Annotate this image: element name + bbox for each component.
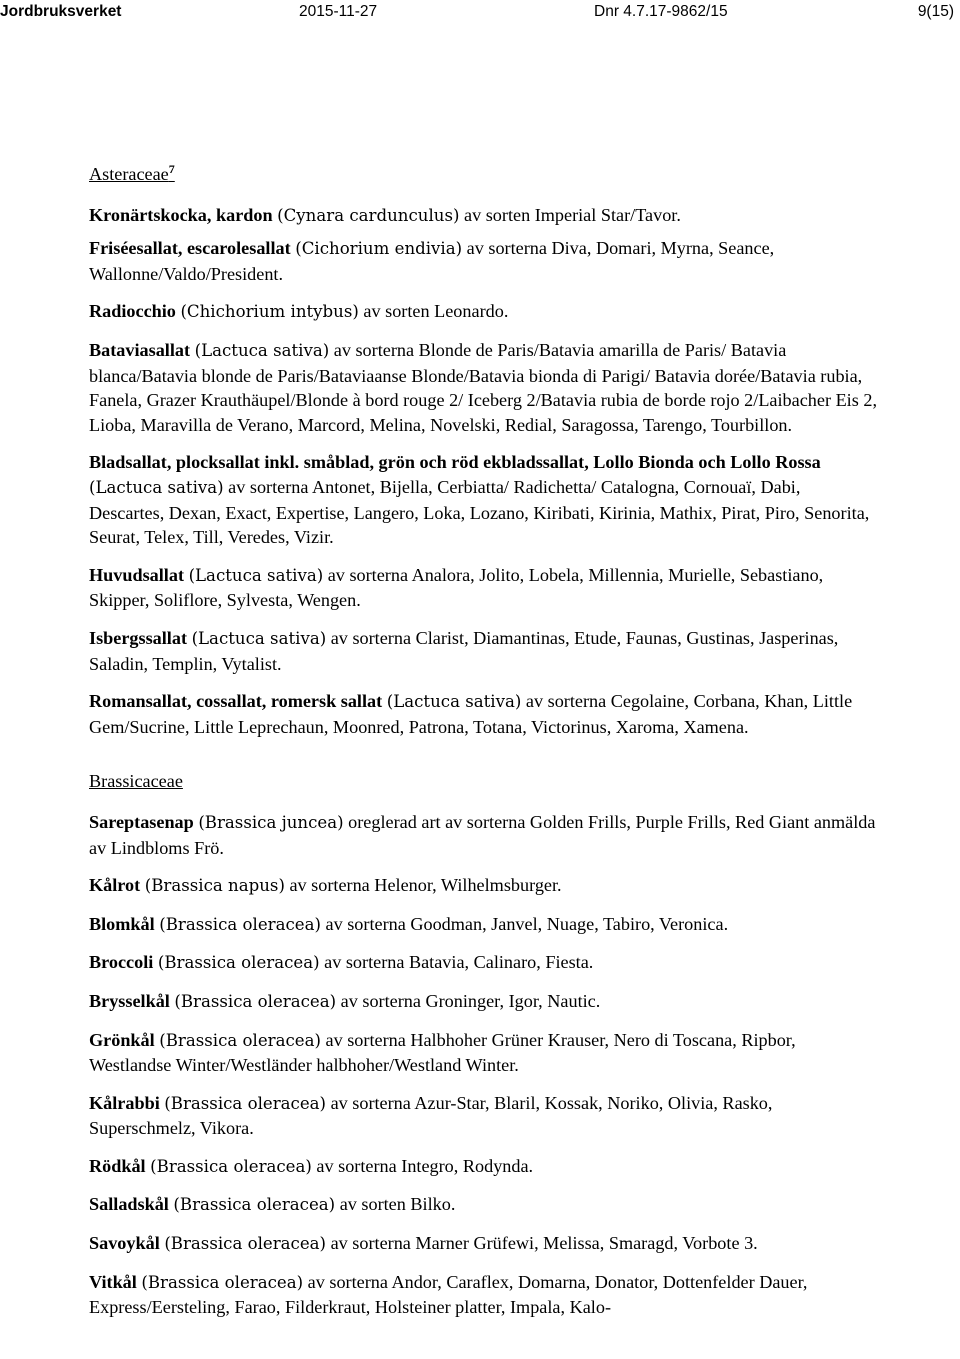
section-heading-brassicaceae — [89, 769, 879, 794]
variety-list: av sorterna Andor, Caraflex, Domarna, Donator, Dottenfelder Dauer, Express/Eersteling, Farao, Filderkraut, Holsteiner platter, Impala, Kalo- — [89, 1271, 808, 1318]
plant-name: Huvudsallat — [89, 564, 185, 585]
plant-entry — [89, 1028, 879, 1078]
plant-name: Grönkål — [89, 1029, 155, 1050]
latin-name: (Chichorium intybus) — [180, 302, 359, 322]
latin-name: (Brassica oleracea) — [150, 1156, 312, 1176]
footnote-marker: 7 — [168, 162, 175, 176]
latin-name: (Lactuca sativa) — [188, 565, 324, 585]
plant-name: Radiocchio — [89, 301, 176, 322]
variety-list: av sorterna Antonet, Bijella, Cerbiatta/ Radichetta/ Catalogna, Cornouaï, Dabi, Descartes, Dexan, Exact, Expertise, Langero, Loka, Lozano, Kiribati, Kirinia, Mathix, Pirat, Piro, Senorita, Seurat, Telex, Till, Veredes, Vizir. — [89, 477, 870, 548]
section-heading-asteraceae — [89, 157, 879, 187]
latin-name: (Brassica juncea) — [198, 812, 344, 832]
header-date: 2015-11-27 — [299, 3, 378, 20]
plant-name: Bladsallat, plocksallat inkl. småblad, grön och röd ekbladssallat, Lollo Bionda och Lollo Rossa — [89, 452, 821, 473]
plant-entry — [89, 1192, 879, 1218]
variety-list: av sorterna Marner Grüfewi, Melissa, Smaragd, Vorbote 3. — [330, 1233, 758, 1254]
variety-list: av sorten Bilko. — [339, 1194, 456, 1215]
variety-list: av sorterna Azur-Star, Blaril, Kossak, Noriko, Olivia, Rasko, Superschmelz, Vikora. — [89, 1092, 773, 1139]
variety-list: av sorterna Diva, Domari, Myrna, Seance, Wallonne/Valdo/President. — [89, 238, 775, 284]
plant-name: Blomkål — [89, 913, 155, 934]
header-reference-number: Dnr 4.7.17-9862/15 — [594, 3, 728, 20]
variety-list: av sorterna Halbhoher Grüner Krauser, Nero di Toscana, Ripbor, Westlandse Winter/Westländer halbhoher/Westland Winter. — [89, 1029, 796, 1076]
plant-entry — [89, 236, 879, 286]
plant-entry — [89, 1270, 879, 1320]
plant-name: Salladskål — [89, 1194, 169, 1215]
page-header — [0, 0, 960, 26]
plant-name: Sareptasenap — [89, 811, 194, 832]
variety-list: av sorterna Goodman, Janvel, Nuage, Tabiro, Veronica. — [325, 913, 729, 934]
variety-list: av sorten Imperial Star/Tavor. — [464, 204, 681, 225]
plant-entry — [89, 626, 879, 676]
plant-entry — [89, 912, 879, 938]
plant-entry — [89, 203, 879, 229]
plant-name: Friséesallat, escarolesallat — [89, 238, 291, 259]
plant-name: Broccoli — [89, 952, 154, 973]
plant-entry — [89, 1154, 879, 1180]
plant-entry — [89, 563, 879, 613]
variety-list: av sorterna Helenor, Wilhelmsburger. — [289, 875, 562, 896]
plant-name: Brysselkål — [89, 990, 170, 1011]
variety-list: av sorterna Cegolaine, Corbana, Khan, Little Gem/Sucrine, Little Leprechaun, Moonred, Patrona, Totana, Victorinus, Xaroma, Xamena. — [89, 691, 853, 737]
plant-name: Savoykål — [89, 1233, 160, 1254]
variety-list: av sorterna Blonde de Paris/Batavia amarilla de Paris/ Batavia blanca/Batavia blonde de Paris/Bataviaanse Blonde/Batavia bionda di Parigi/ Batavia dorée/Batavia rubia, Fanela, Grazer Krauthäupel/Blonde à bord rouge 2/ Iceberg 2/Batavia rubia de borde rojo 2/Laibacher Eis 2, Lioba, Maravilla de Verano, Marcord, Melina, Novelski, Redial, Saragossa, Tarengo, Tourbillon. — [89, 340, 877, 435]
latin-name: (Brassica oleracea) — [164, 1234, 327, 1254]
plant-entry — [89, 950, 879, 976]
plant-entry — [89, 873, 879, 899]
document-body — [89, 157, 879, 1333]
variety-list: oreglerad art av sorterna Golden Frills, Purple Frills, Red Giant anmälda av Lindbloms Frö. — [89, 811, 876, 858]
latin-name: (Cichorium endivia) — [295, 239, 463, 259]
variety-list: av sorterna Integro, Rodynda. — [316, 1155, 534, 1176]
latin-name: (Brassica oleracea) — [141, 1272, 304, 1292]
latin-name: (Brassica oleracea) — [173, 1195, 336, 1215]
plant-entry — [89, 450, 879, 549]
plant-name: Romansallat, cossallat, romersk sallat — [89, 691, 383, 712]
plant-name: Kålrabbi — [89, 1092, 160, 1113]
latin-name: (Cynara cardunculus) — [277, 205, 460, 225]
latin-name: (Brassica oleracea) — [157, 953, 320, 973]
plant-entry — [89, 338, 879, 437]
plant-entry — [89, 1091, 879, 1141]
variety-list: av sorten Leonardo. — [363, 301, 509, 322]
family-name: Brassicaceae — [89, 771, 183, 792]
plant-name: Vitkål — [89, 1271, 137, 1292]
latin-name: (Brassica oleracea) — [164, 1093, 327, 1113]
plant-entry — [89, 810, 879, 860]
latin-name: (Lactuca sativa) — [194, 341, 330, 361]
plant-name: Rödkål — [89, 1155, 146, 1176]
latin-name: (Lactuca sativa) — [89, 478, 224, 497]
variety-list: av sorterna Analora, Jolito, Lobela, Millennia, Murielle, Sebastiano, Skipper, Soliflore, Sylvesta, Wengen. — [89, 564, 824, 611]
latin-name: (Brassica oleracea) — [159, 1030, 321, 1050]
latin-name: (Lactuca sativa) — [191, 628, 327, 648]
plant-name: Kålrot — [89, 875, 141, 896]
latin-name: (Brassica oleracea) — [174, 991, 337, 1011]
plant-name: Kronärtskocka, kardon — [89, 204, 273, 225]
plant-name: Bataviasallat — [89, 340, 191, 361]
plant-name: Isbergssallat — [89, 627, 188, 648]
latin-name: (Brassica oleracea) — [159, 914, 321, 934]
variety-list: av sorterna Batavia, Calinaro, Fiesta. — [324, 952, 594, 973]
latin-name: (Brassica napus) — [144, 876, 285, 896]
variety-list: av sorterna Clarist, Diamantinas, Etude, Faunas, Gustinas, Jasperinas, Saladin, Templin, Vytalist. — [89, 627, 839, 674]
header-organization: Jordbruksverket — [0, 3, 122, 20]
plant-entry — [89, 299, 879, 325]
variety-list: av sorterna Groninger, Igor, Nautic. — [340, 990, 601, 1011]
family-name: Asteraceae — [89, 164, 169, 185]
plant-entry — [89, 989, 879, 1015]
latin-name: (Lactuca sativa) — [386, 692, 522, 712]
plant-entry — [89, 1231, 879, 1257]
header-page-number: 9(15) — [917, 3, 954, 20]
plant-entry — [89, 689, 879, 739]
